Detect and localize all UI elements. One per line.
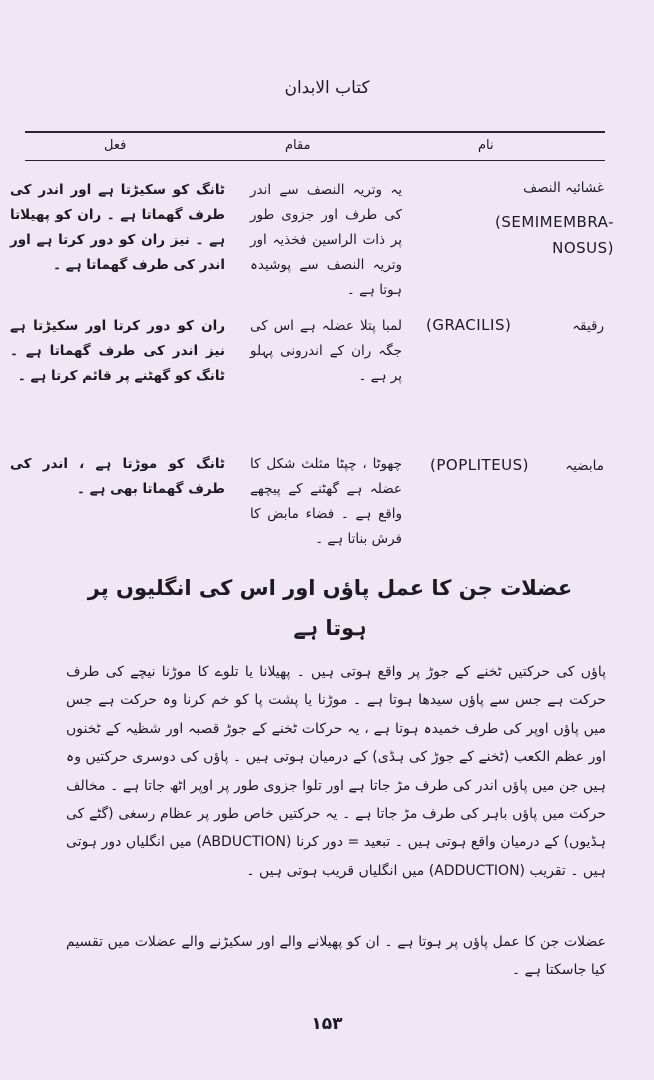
- body-paragraph: عضلات جن کا عمل پاؤں پر ہوتا ہے ۔ ان کو پھیلانے والے اور سکیڑنے والے عضلات میں تقسیم کیا جاسکتا ہے ۔: [66, 934, 606, 979]
- page-number: ۱۵۳: [311, 1014, 343, 1034]
- muscle-name-urdu: غشائیہ‌ النصف: [523, 180, 604, 196]
- running-head: كتاب الابدان: [284, 78, 370, 98]
- section-heading: عضلات جن کا عمل پاؤں اور اس کی انگلیوں پر ہوتا ہے: [87, 576, 573, 640]
- column-header-position: مقام: [285, 138, 311, 153]
- body-paragraph: پاؤں کی حرکتیں ٹخنے کے جوڑ پر واقع ہوتی ہیں ۔ پھیلانا یا تلوے کا موڑنا نیچے کی طرف حرکت ہے جس سے پاؤں سیدھا ہوتا ہے ۔ موڑنا یا پشت پا کو خم کرنا وہ حرکت ہے جس میں پاؤں اوپر کی طرف خمیدہ ہوتا ہے ، یہ حرکات ٹخنے کے جوڑ قصبہ اور شظیہ کے ٹخنوں اور عظم الکعب (ٹخنے کے جوڑ کی ہڈی) کے درمیان ہوتی ہیں ۔ پاؤں کی دوسری حرکتیں وہ ہیں جن میں پاؤں اندر کی طرف مڑ جاتا ہے اور تلوا جزوی طور پر اوپر اٹھ جاتا ہے ۔ مخالف حرکت میں پاؤں باہر کی طرف مڑ جاتا ہے ۔ یہ حرکتیں خاص طور پر عظام رسغی (گٹے کی ہڈیوں) کے درمیان واقع ہوتی ہیں ۔ تبعید = دور کرنا (ABDUCTION) میں انگلیاں دور ہوتی ہیں ۔ تقریب (ADDUCTION) میں انگلیاں قریب ہوتی ہیں ۔: [66, 664, 607, 879]
- muscle-name-latin: (GRACILIS): [426, 316, 512, 334]
- table-top-rule: [25, 131, 605, 133]
- muscle-position-text: لمبا پتلا عضلہ ہے اس کی جگہ ران کے اندرونی پہلو پر ہے ۔: [250, 318, 402, 384]
- muscle-position-text: یہ وتریہ النصف سے اندر کی طرف اور جزوی طور پر ذات الراسین فخذیہ اور وتریہ النصف سے پوشیدہ ہوتا ہے ۔: [250, 182, 402, 298]
- table-header-rule: [25, 160, 605, 161]
- column-header-name: نام: [478, 138, 494, 153]
- muscle-name-latin: (SEMIMEMBRA- NOSUS): [494, 213, 614, 257]
- muscle-action-text: ٹانگ کو موڑتا ہے ، اندر کی طرف گھماتا بھی ہے ۔: [10, 456, 225, 497]
- column-header-action: فعل: [104, 138, 127, 153]
- muscle-name-urdu: رقیقہ: [572, 318, 604, 334]
- muscle-name-latin: (POPLITEUS): [430, 456, 530, 474]
- muscle-position-text: چھوٹا ، چپٹا مثلث شکل کا عضلہ ہے گھٹنے کے پیچھے واقع ہے ۔ فضاء مابض کا فرش بناتا ہے ۔: [250, 456, 402, 547]
- muscle-action-text: ران کو دور کرتا اور سکیڑتا ہے نیز اندر کی طرف گھماتا ہے ۔ ٹانگ کو گھٹنے پر قائم کرتا ہے ۔: [10, 318, 225, 384]
- muscle-name-urdu: مابضیہ: [565, 458, 604, 474]
- muscle-action-text: ٹانگ کو سکیڑتا ہے اور اندر کی طرف گھماتا ہے ۔ ران کو پھیلاتا ہے ۔ نیز ران کو دور کرتا ہے اور اندر کی طرف گھماتا ہے ۔: [10, 182, 225, 273]
